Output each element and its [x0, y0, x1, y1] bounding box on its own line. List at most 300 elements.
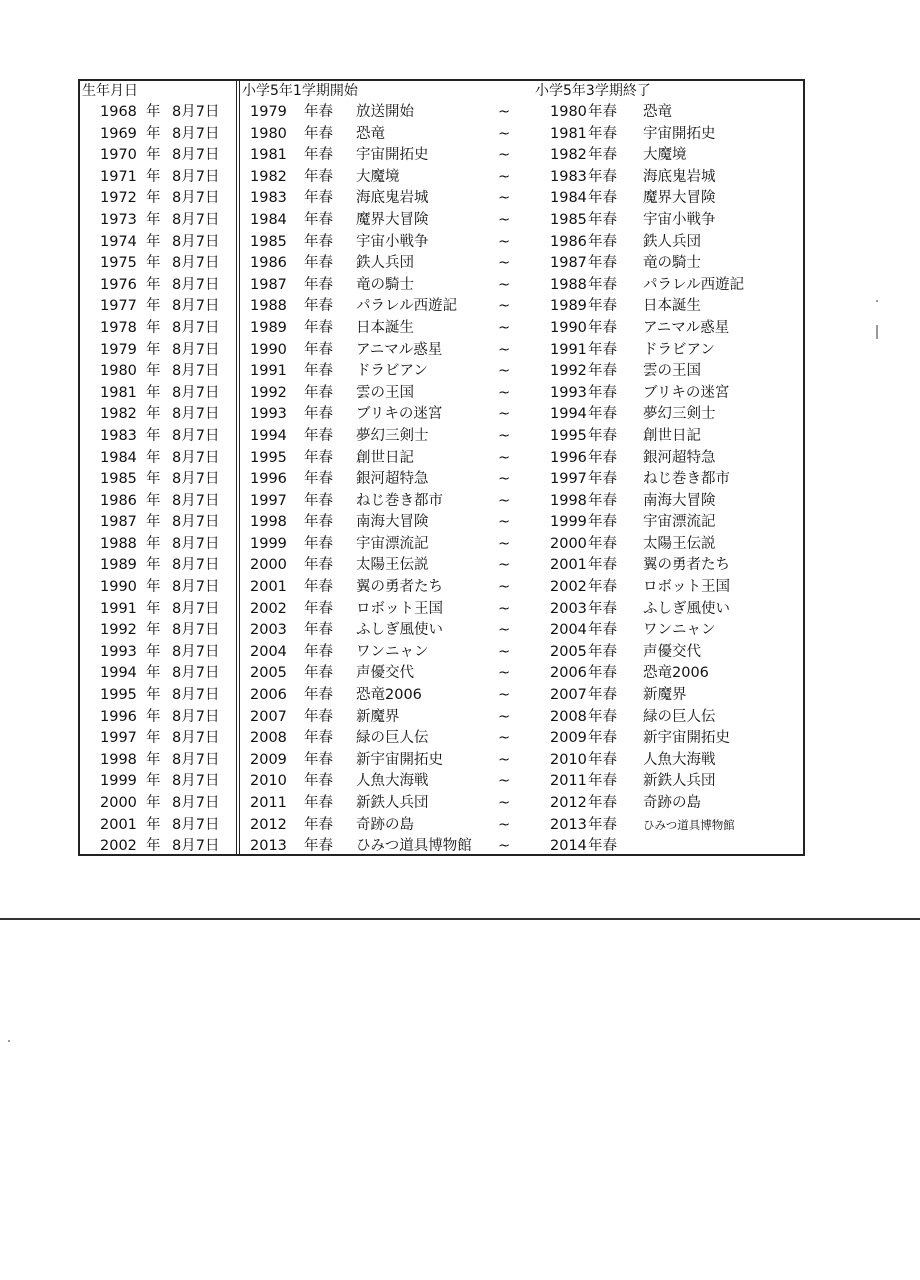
birth-year: 1972	[100, 190, 137, 207]
end-year: 1980	[550, 104, 587, 120]
table-row	[80, 771, 803, 793]
start-year: 1992	[250, 384, 287, 401]
birth-day: 8月7日	[172, 427, 220, 444]
birth-year: 1978	[100, 319, 137, 336]
birth-year: 1983	[100, 427, 137, 444]
range-tilde: ~	[498, 643, 511, 660]
birth-day: 8月7日	[172, 104, 220, 120]
birth-year-suffix: 年	[146, 255, 161, 272]
start-year: 1984	[250, 211, 287, 228]
end-season: 年春	[588, 190, 617, 207]
range-tilde: ~	[498, 449, 511, 466]
range-tilde: ~	[498, 211, 511, 228]
end-title: ふしぎ風使い	[643, 600, 730, 617]
birth-year: 1999	[100, 773, 137, 790]
start-year: 2007	[250, 708, 287, 725]
start-year: 2013	[250, 838, 287, 855]
range-tilde: ~	[498, 751, 511, 768]
birth-year-suffix: 年	[146, 557, 161, 574]
range-tilde: ~	[498, 708, 511, 725]
end-year: 2014	[550, 838, 587, 855]
start-year: 1997	[250, 492, 287, 509]
end-title: 海底鬼岩城	[643, 168, 716, 185]
birth-day: 8月7日	[172, 643, 220, 660]
end-year: 2005	[550, 643, 587, 660]
table-row	[80, 469, 803, 491]
end-title: パラレル西遊記	[643, 276, 745, 293]
birth-year: 2000	[100, 795, 137, 811]
birth-year-suffix: 年	[146, 384, 161, 401]
end-year: 1981	[550, 125, 587, 142]
end-year: 2008	[550, 708, 587, 725]
end-season: 年春	[588, 384, 617, 401]
start-season: 年春	[304, 427, 333, 444]
birth-year: 2002	[100, 838, 137, 855]
end-year: 1996	[550, 449, 587, 466]
end-year: 2000	[550, 535, 587, 552]
end-season: 年春	[588, 838, 617, 855]
birth-day: 8月7日	[172, 600, 220, 617]
birth-year: 1991	[100, 600, 137, 617]
birth-year-suffix: 年	[146, 579, 161, 596]
scan-speck	[876, 325, 878, 339]
end-season: 年春	[588, 622, 617, 639]
range-tilde: ~	[498, 514, 511, 531]
end-title: 声優交代	[643, 643, 701, 660]
start-season: 年春	[304, 211, 333, 228]
birth-year: 1977	[100, 298, 137, 315]
table-row	[80, 750, 803, 772]
start-season: 年春	[304, 341, 333, 358]
end-title: 大魔境	[643, 147, 687, 164]
end-title: 魔界大冒険	[643, 190, 716, 207]
birth-year-suffix: 年	[146, 773, 161, 790]
birth-day: 8月7日	[172, 406, 220, 423]
end-title: ねじ巻き都市	[643, 471, 730, 488]
birth-year-suffix: 年	[146, 665, 161, 682]
start-title: 鉄人兵団	[356, 255, 414, 272]
end-season: 年春	[588, 427, 617, 444]
start-title: 奇跡の島	[356, 816, 414, 833]
end-season: 年春	[588, 276, 617, 293]
table-row	[80, 836, 803, 858]
end-year: 1983	[550, 168, 587, 185]
start-title: 創世日記	[356, 449, 414, 466]
range-tilde: ~	[498, 233, 511, 250]
start-season: 年春	[304, 384, 333, 401]
end-title: 新魔界	[643, 687, 687, 704]
birth-day: 8月7日	[172, 795, 220, 811]
table-row	[80, 491, 803, 513]
range-tilde: ~	[498, 298, 511, 315]
start-year: 1988	[250, 298, 287, 315]
end-title: 銀河超特急	[643, 449, 716, 466]
end-season: 年春	[588, 795, 617, 811]
range-tilde: ~	[498, 795, 511, 811]
birth-year-suffix: 年	[146, 600, 161, 617]
end-season: 年春	[588, 687, 617, 704]
birth-year-suffix: 年	[146, 211, 161, 228]
header-end: 小学5年3学期終了	[535, 83, 651, 99]
start-title: 太陽王伝説	[356, 557, 429, 574]
start-season: 年春	[304, 795, 333, 811]
start-year: 1987	[250, 276, 287, 293]
birth-year-suffix: 年	[146, 147, 161, 164]
end-title: ブリキの迷宮	[643, 384, 730, 401]
end-year: 1988	[550, 276, 587, 293]
range-tilde: ~	[498, 579, 511, 596]
birth-year-suffix: 年	[146, 427, 161, 444]
end-season: 年春	[588, 600, 617, 617]
table-row	[80, 448, 803, 470]
end-season: 年春	[588, 406, 617, 423]
range-tilde: ~	[498, 319, 511, 336]
start-year: 1982	[250, 168, 287, 185]
birth-year-suffix: 年	[146, 795, 161, 811]
start-title: 緑の巨人伝	[356, 730, 429, 747]
start-year: 1980	[250, 125, 287, 142]
end-title: 竜の騎士	[643, 255, 701, 272]
start-title: 竜の騎士	[356, 276, 414, 293]
birth-year-suffix: 年	[146, 751, 161, 768]
start-title: 恐竜	[356, 125, 385, 142]
birth-year: 1984	[100, 449, 137, 466]
start-title: 放送開始	[356, 104, 414, 120]
birth-year-suffix: 年	[146, 168, 161, 185]
birth-day: 8月7日	[172, 319, 220, 336]
end-year: 1997	[550, 471, 587, 488]
start-title: 人魚大海戦	[356, 773, 429, 790]
end-season: 年春	[588, 492, 617, 509]
table-row	[80, 534, 803, 556]
schedule-table	[78, 79, 805, 856]
end-season: 年春	[588, 168, 617, 185]
end-title: 翼の勇者たち	[643, 557, 730, 574]
start-title: 新魔界	[356, 708, 400, 725]
birth-year-suffix: 年	[146, 622, 161, 639]
birth-year-suffix: 年	[146, 104, 161, 120]
birth-day: 8月7日	[172, 471, 220, 488]
end-title: 宇宙開拓史	[643, 125, 716, 142]
end-title: 新宇宙開拓史	[643, 730, 730, 747]
end-season: 年春	[588, 665, 617, 682]
end-year: 1987	[550, 255, 587, 272]
start-year: 1979	[250, 104, 287, 120]
range-tilde: ~	[498, 773, 511, 790]
range-tilde: ~	[498, 255, 511, 272]
end-season: 年春	[588, 233, 617, 250]
start-title: ドラビアン	[356, 363, 428, 380]
end-year: 2013	[550, 816, 587, 833]
start-title: ブリキの迷宮	[356, 406, 443, 423]
birth-year: 1994	[100, 665, 137, 682]
start-season: 年春	[304, 125, 333, 142]
end-year: 2007	[550, 687, 587, 704]
birth-year-suffix: 年	[146, 535, 161, 552]
start-title: 銀河超特急	[356, 471, 429, 488]
birth-year: 1993	[100, 643, 137, 660]
end-season: 年春	[588, 535, 617, 552]
end-title: 創世日記	[643, 427, 701, 444]
birth-year: 1986	[100, 492, 137, 509]
birth-year: 1990	[100, 579, 137, 596]
birth-day: 8月7日	[172, 579, 220, 596]
range-tilde: ~	[498, 492, 511, 509]
start-season: 年春	[304, 168, 333, 185]
birth-day: 8月7日	[172, 665, 220, 682]
birth-day: 8月7日	[172, 449, 220, 466]
birth-year-suffix: 年	[146, 471, 161, 488]
start-year: 1983	[250, 190, 287, 207]
range-tilde: ~	[498, 125, 511, 142]
birth-day: 8月7日	[172, 557, 220, 574]
end-title: 宇宙漂流記	[643, 514, 716, 531]
start-year: 1994	[250, 427, 287, 444]
birth-year-suffix: 年	[146, 687, 161, 704]
birth-year: 1995	[100, 687, 137, 704]
range-tilde: ~	[498, 535, 511, 552]
start-title: 声優交代	[356, 665, 414, 682]
birth-year-suffix: 年	[146, 643, 161, 660]
start-title: アニマル惑星	[356, 341, 443, 358]
table-row	[80, 232, 803, 254]
end-season: 年春	[588, 363, 617, 380]
start-year: 2002	[250, 600, 287, 617]
table-row	[80, 102, 803, 124]
end-season: 年春	[588, 255, 617, 272]
start-season: 年春	[304, 557, 333, 574]
scan-speck	[8, 1040, 10, 1042]
birth-day: 8月7日	[172, 255, 220, 272]
end-year: 2009	[550, 730, 587, 747]
table-row	[80, 167, 803, 189]
end-title: 南海大冒険	[643, 492, 716, 509]
end-year: 1986	[550, 233, 587, 250]
start-season: 年春	[304, 471, 333, 488]
end-title: 日本誕生	[643, 298, 701, 315]
start-year: 2004	[250, 643, 287, 660]
start-year: 1981	[250, 147, 287, 164]
end-year: 1989	[550, 298, 587, 315]
range-tilde: ~	[498, 190, 511, 207]
end-year: 2004	[550, 622, 587, 639]
start-season: 年春	[304, 773, 333, 790]
end-season: 年春	[588, 816, 617, 833]
birth-year-suffix: 年	[146, 363, 161, 380]
end-season: 年春	[588, 449, 617, 466]
birth-year-suffix: 年	[146, 492, 161, 509]
end-title: アニマル惑星	[643, 319, 730, 336]
end-title: ワンニャン	[643, 622, 716, 639]
start-season: 年春	[304, 535, 333, 552]
start-title: 南海大冒険	[356, 514, 429, 531]
start-season: 年春	[304, 708, 333, 725]
start-title: 雲の王国	[356, 384, 414, 401]
range-tilde: ~	[498, 104, 511, 120]
end-year: 2003	[550, 600, 587, 617]
table-row	[80, 707, 803, 729]
birth-year-suffix: 年	[146, 708, 161, 725]
birth-year: 1982	[100, 406, 137, 423]
birth-year: 1988	[100, 535, 137, 552]
page-divider-line	[0, 918, 920, 920]
birth-day: 8月7日	[172, 622, 220, 639]
end-title: 恐竜	[643, 104, 672, 120]
birth-day: 8月7日	[172, 708, 220, 725]
end-season: 年春	[588, 319, 617, 336]
birth-year: 2001	[100, 816, 137, 833]
start-title: 新鉄人兵団	[356, 795, 429, 811]
end-year: 2002	[550, 579, 587, 596]
end-season: 年春	[588, 104, 617, 120]
table-row	[80, 642, 803, 664]
birth-year: 1987	[100, 514, 137, 531]
start-title: 宇宙開拓史	[356, 147, 429, 164]
end-year: 1991	[550, 341, 587, 358]
birth-year: 1992	[100, 622, 137, 639]
end-season: 年春	[588, 125, 617, 142]
birth-day: 8月7日	[172, 147, 220, 164]
start-title: ねじ巻き都市	[356, 492, 443, 509]
end-title: 新鉄人兵団	[643, 773, 716, 790]
end-title: 恐竜2006	[643, 665, 709, 682]
start-year: 1986	[250, 255, 287, 272]
end-season: 年春	[588, 708, 617, 725]
end-title: 人魚大海戦	[643, 751, 716, 768]
table-row	[80, 340, 803, 362]
range-tilde: ~	[498, 147, 511, 164]
end-year: 1993	[550, 384, 587, 401]
start-season: 年春	[304, 665, 333, 682]
start-year: 1999	[250, 535, 287, 552]
end-year: 1984	[550, 190, 587, 207]
start-year: 1985	[250, 233, 287, 250]
birth-year-suffix: 年	[146, 449, 161, 466]
table-row	[80, 124, 803, 146]
birth-day: 8月7日	[172, 211, 220, 228]
start-season: 年春	[304, 730, 333, 747]
start-year: 2003	[250, 622, 287, 639]
birth-year-suffix: 年	[146, 838, 161, 855]
birth-day: 8月7日	[172, 816, 220, 833]
birth-day: 8月7日	[172, 363, 220, 380]
birth-year-suffix: 年	[146, 514, 161, 531]
birth-year: 1997	[100, 730, 137, 747]
birth-year: 1973	[100, 211, 137, 228]
start-title: ロボット王国	[356, 600, 443, 617]
start-title: 恐竜2006	[356, 687, 422, 704]
birth-day: 8月7日	[172, 233, 220, 250]
end-title: 奇跡の島	[643, 795, 701, 811]
end-season: 年春	[588, 751, 617, 768]
range-tilde: ~	[498, 168, 511, 185]
start-season: 年春	[304, 838, 333, 855]
end-title: 夢幻三剣士	[643, 406, 716, 423]
header-birthdate: 生年月日	[82, 83, 138, 99]
start-year: 2010	[250, 773, 287, 790]
start-year: 2000	[250, 557, 287, 574]
start-year: 1998	[250, 514, 287, 531]
birth-year-suffix: 年	[146, 319, 161, 336]
start-season: 年春	[304, 751, 333, 768]
birth-year: 1974	[100, 233, 137, 250]
header-start: 小学5年1学期開始	[242, 83, 358, 99]
birth-year-suffix: 年	[146, 298, 161, 315]
end-title: 緑の巨人伝	[643, 708, 716, 725]
table-row	[80, 318, 803, 340]
birth-day: 8月7日	[172, 838, 220, 855]
start-season: 年春	[304, 514, 333, 531]
start-title: ワンニャン	[356, 643, 429, 660]
birth-day: 8月7日	[172, 773, 220, 790]
birth-year-suffix: 年	[146, 233, 161, 250]
end-year: 1985	[550, 211, 587, 228]
start-season: 年春	[304, 622, 333, 639]
end-year: 2011	[550, 773, 587, 790]
start-season: 年春	[304, 579, 333, 596]
table-row	[80, 555, 803, 577]
start-season: 年春	[304, 233, 333, 250]
range-tilde: ~	[498, 557, 511, 574]
start-title: 新宇宙開拓史	[356, 751, 443, 768]
start-season: 年春	[304, 449, 333, 466]
start-year: 1995	[250, 449, 287, 466]
table-row	[80, 383, 803, 405]
start-year: 2011	[250, 795, 287, 811]
birth-year-suffix: 年	[146, 341, 161, 358]
table-row	[80, 577, 803, 599]
start-year: 2008	[250, 730, 287, 747]
end-season: 年春	[588, 298, 617, 315]
start-title: 宇宙小戦争	[356, 233, 429, 250]
birth-year: 1969	[100, 125, 137, 142]
start-year: 2005	[250, 665, 287, 682]
end-title: 鉄人兵団	[643, 233, 701, 250]
birth-day: 8月7日	[172, 276, 220, 293]
start-title: パラレル西遊記	[356, 298, 458, 315]
end-season: 年春	[588, 730, 617, 747]
birth-year: 1979	[100, 341, 137, 358]
start-season: 年春	[304, 298, 333, 315]
start-season: 年春	[304, 255, 333, 272]
birth-year: 1970	[100, 147, 137, 164]
table-row	[80, 188, 803, 210]
range-tilde: ~	[498, 384, 511, 401]
birth-day: 8月7日	[172, 492, 220, 509]
birth-year: 1985	[100, 471, 137, 488]
range-tilde: ~	[498, 341, 511, 358]
start-title: 大魔境	[356, 168, 400, 185]
birth-year: 1980	[100, 363, 137, 380]
end-title: ドラビアン	[643, 341, 715, 358]
birth-year: 1975	[100, 255, 137, 272]
end-season: 年春	[588, 341, 617, 358]
birth-day: 8月7日	[172, 384, 220, 401]
start-season: 年春	[304, 687, 333, 704]
range-tilde: ~	[498, 622, 511, 639]
start-title: 夢幻三剣士	[356, 427, 429, 444]
birth-year: 1968	[100, 104, 137, 120]
range-tilde: ~	[498, 687, 511, 704]
birth-day: 8月7日	[172, 751, 220, 768]
birth-day: 8月7日	[172, 125, 220, 142]
birth-day: 8月7日	[172, 168, 220, 185]
end-year: 2010	[550, 751, 587, 768]
range-tilde: ~	[498, 665, 511, 682]
start-year: 2001	[250, 579, 287, 596]
start-title: 日本誕生	[356, 319, 414, 336]
end-year: 1994	[550, 406, 587, 423]
